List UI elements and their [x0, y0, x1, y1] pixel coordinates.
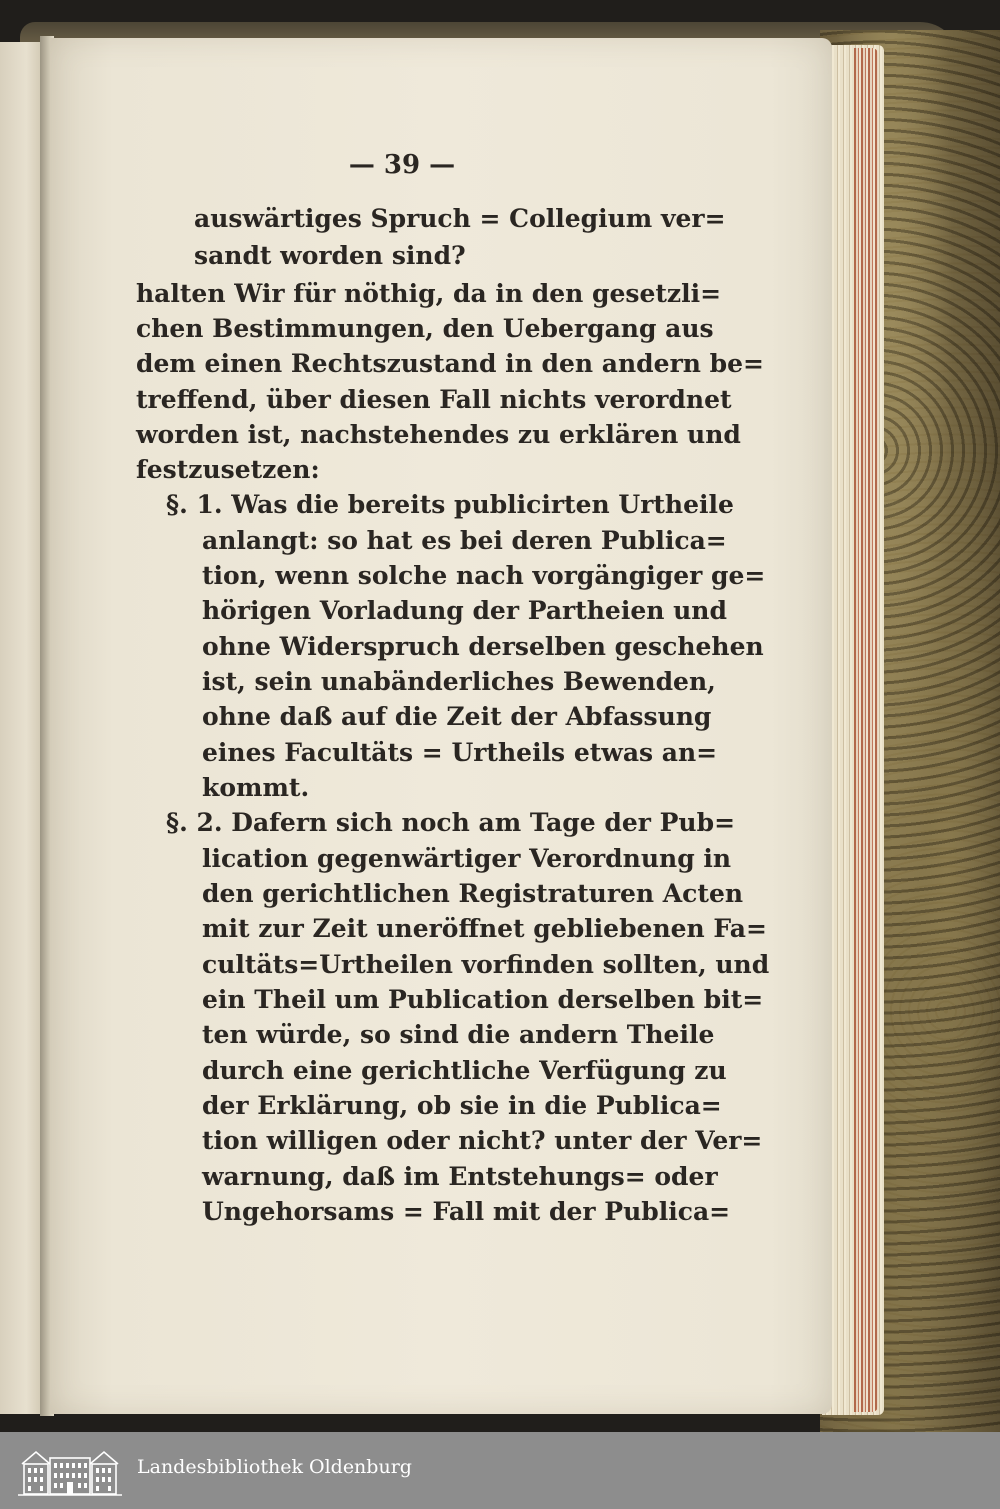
text-line: den gerichtlichen Registraturen Acten — [202, 879, 744, 908]
text-line: ist, sein unabänderliches Bewenden, — [202, 667, 716, 696]
text-line: ohne daß auf die Zeit der Abfassung — [202, 702, 712, 731]
left-page-sliver — [0, 42, 44, 1414]
text-line: hörigen Vorladung der Partheien und — [202, 596, 727, 625]
footer-bar — [0, 1432, 1000, 1509]
text-line: auswärtiges Spruch = Collegium ver= — [194, 204, 726, 233]
text-line: halten Wir für nöthig, da in den gesetzli= — [136, 279, 722, 308]
text-line: treffend, über diesen Fall nichts verordnet — [136, 385, 732, 414]
text-line: §. 2. Dafern sich noch am Tage der Pub= — [166, 808, 736, 837]
text-line: ohne Widerspruch derselben geschehen — [202, 632, 764, 661]
red-sprinkled-edge — [854, 48, 878, 1412]
text-line: sandt worden sind? — [194, 241, 466, 270]
text-line: durch eine gerichtliche Verfügung zu — [202, 1056, 727, 1085]
text-line: lication gegenwärtiger Verordnung in — [202, 844, 732, 873]
text-line: dem einen Rechtszustand in den andern be= — [136, 349, 764, 378]
text-line: cultäts=Urtheilen vorfinden sollten, und — [202, 950, 770, 979]
page-number: — 39 — — [348, 150, 456, 180]
text-line: eines Facultäts = Urtheils etwas an= — [202, 738, 718, 767]
text-line: warnung, daß im Entstehungs= oder — [202, 1162, 718, 1191]
text-line: der Erklärung, ob sie in die Publica= — [202, 1091, 722, 1120]
library-building-icon — [18, 1444, 122, 1498]
text-line: festzusetzen: — [136, 455, 320, 484]
text-line: tion willigen oder nicht? unter der Ver= — [202, 1126, 763, 1155]
text-line: ten würde, so sind die andern Theile — [202, 1020, 715, 1049]
text-line: tion, wenn solche nach vorgängiger ge= — [202, 561, 766, 590]
text-line: Ungehorsams = Fall mit der Publica= — [202, 1197, 731, 1226]
text-line: ein Theil um Publication derselben bit= — [202, 985, 764, 1014]
right-page — [50, 38, 832, 1414]
text-line: chen Bestimmungen, den Uebergang aus — [136, 314, 714, 343]
text-line: mit zur Zeit uneröffnet gebliebenen Fa= — [202, 914, 767, 943]
text-line: worden ist, nachstehendes zu erklären und — [136, 420, 741, 449]
library-name: Landesbibliothek Oldenburg — [137, 1456, 412, 1478]
text-line: kommt. — [202, 773, 310, 802]
text-line: anlangt: so hat es bei deren Publica= — [202, 526, 727, 555]
text-line: §. 1. Was die bereits publicirten Urtheile — [166, 490, 734, 519]
